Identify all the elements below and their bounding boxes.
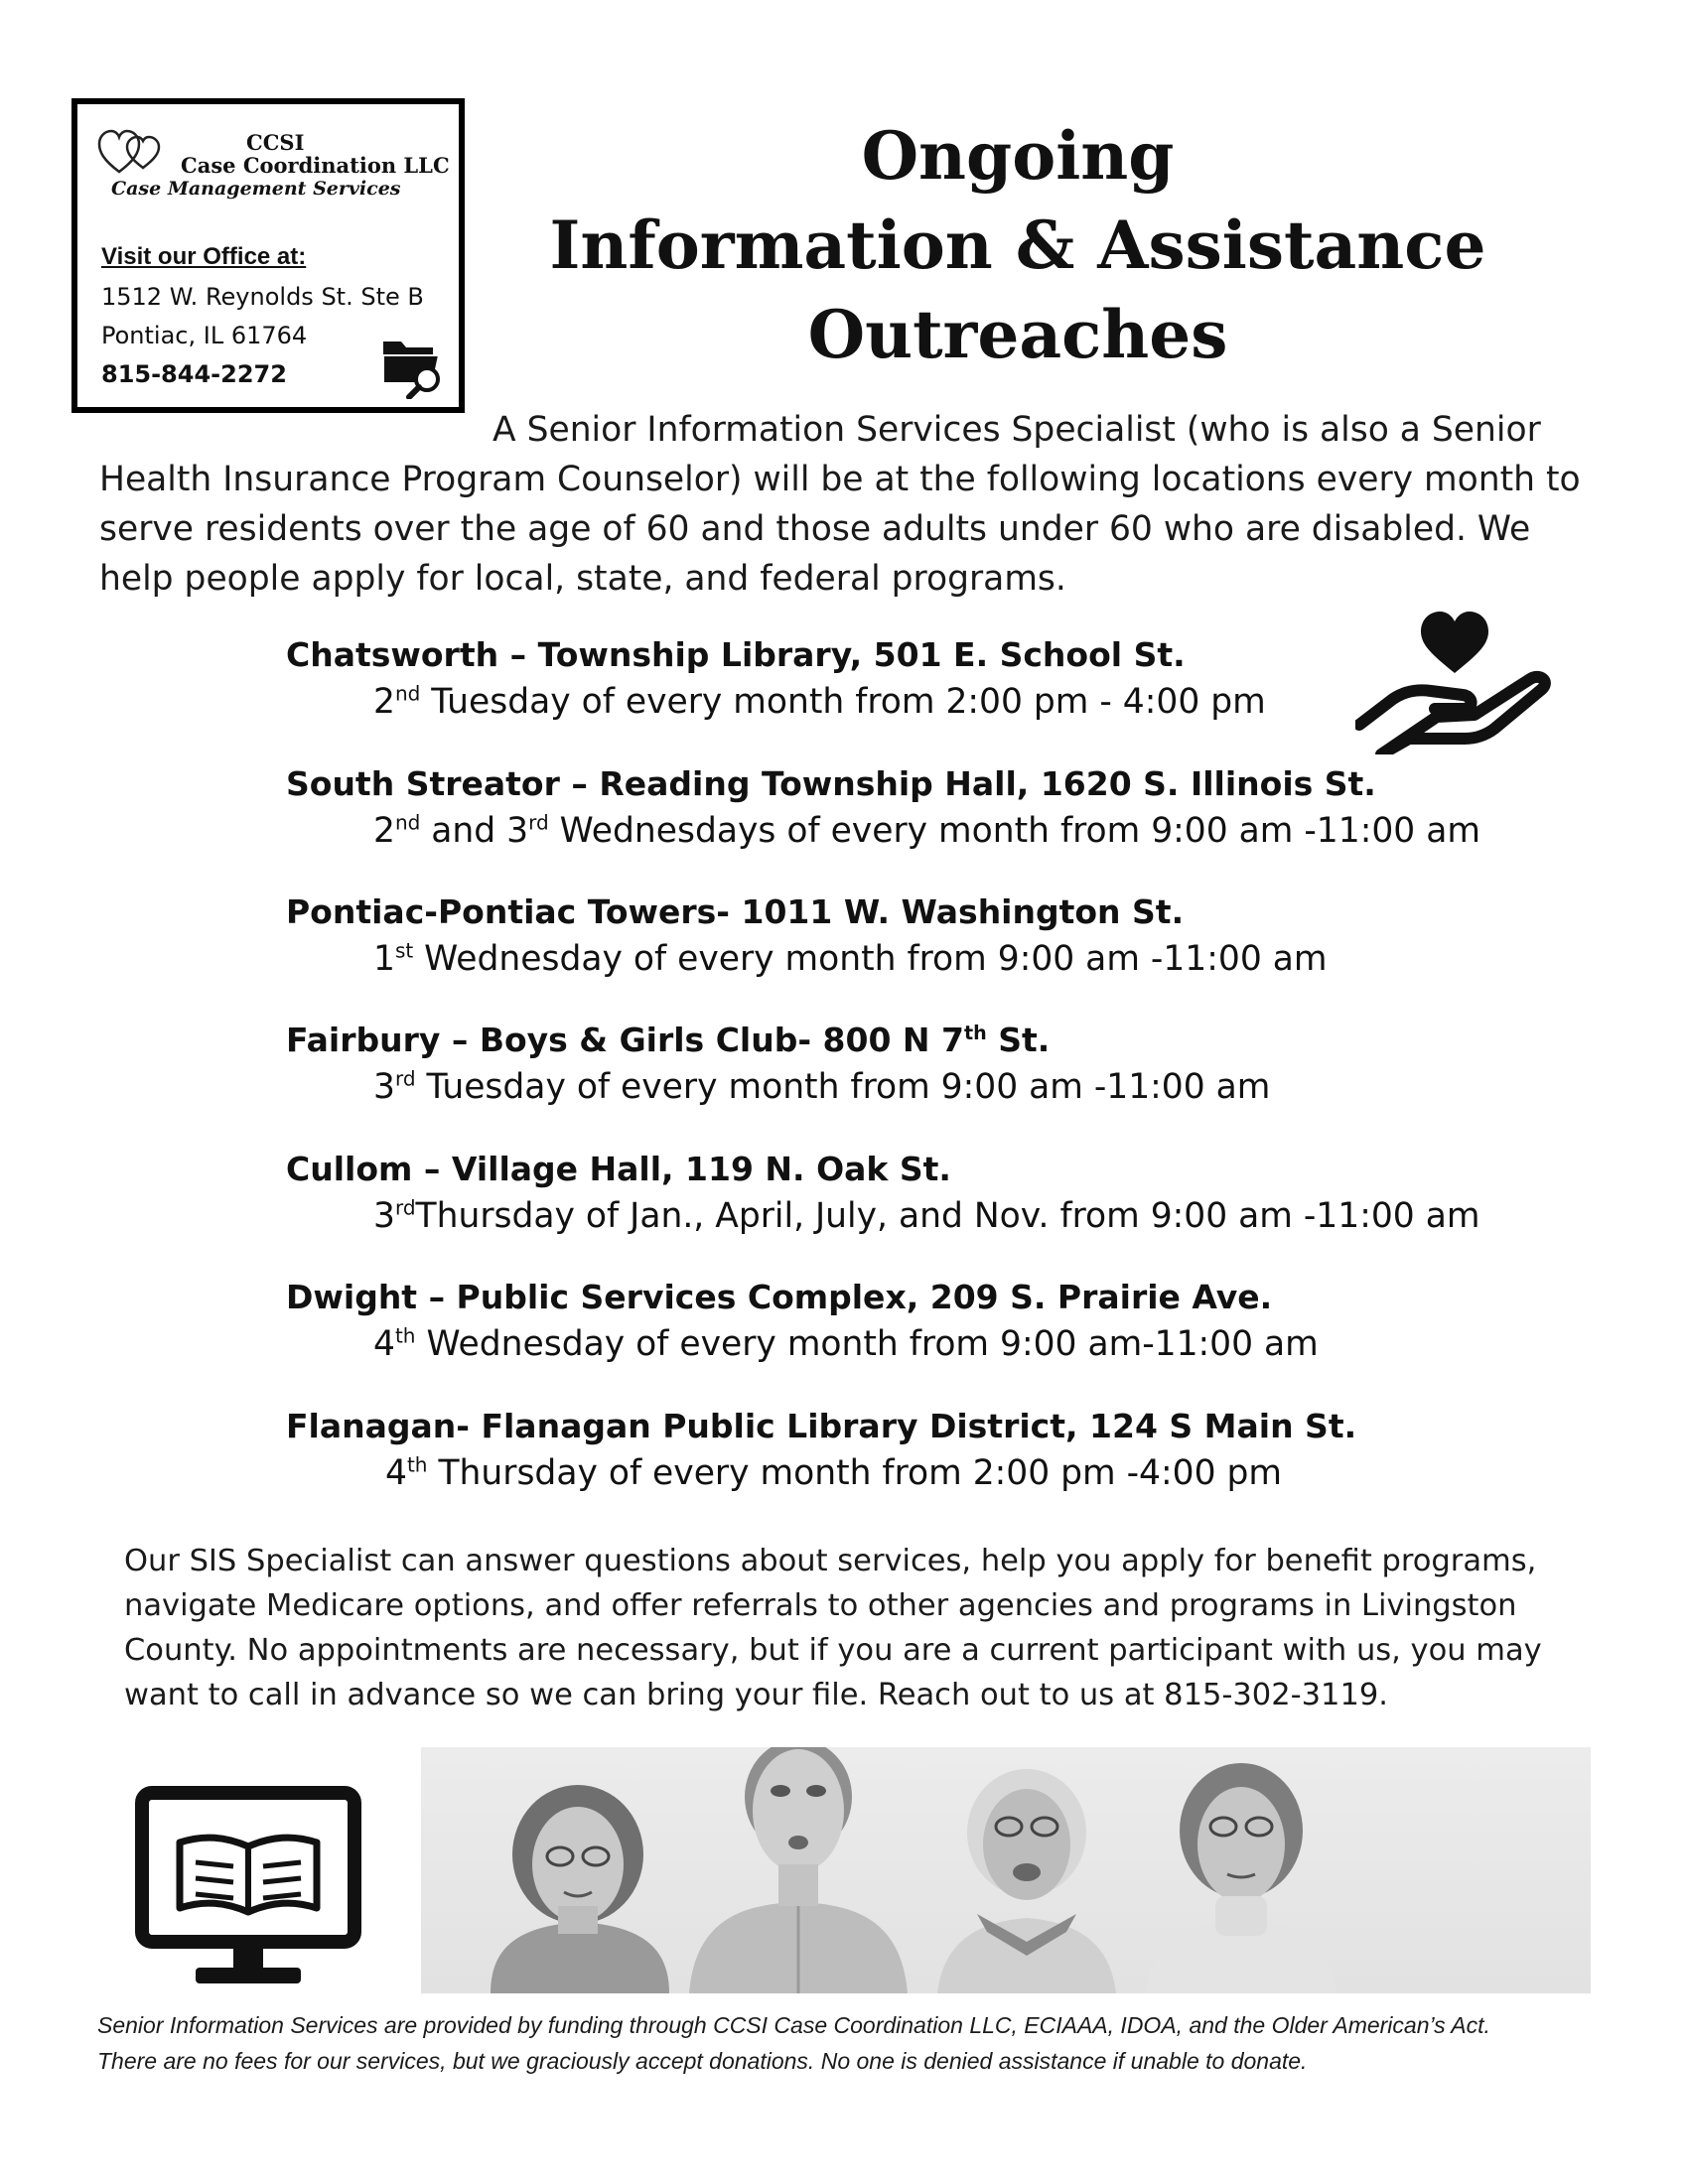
location-name: South Streator – Reading Township Hall, 1620 S. Illinois St. xyxy=(286,764,1376,803)
footer-note xyxy=(97,2007,1646,2079)
location-name: Cullom – Village Hall, 119 N. Oak St. xyxy=(286,1150,951,1188)
title-line-2: Information & Assistance xyxy=(549,206,1486,284)
senior-woman-3 xyxy=(1146,1763,1336,1993)
location-name: Fairbury – Boys & Girls Club- 800 N 7th St. xyxy=(286,1021,1051,1059)
location-schedule: 2nd and 3rd Wednesdays of every month from 9:00 am -11:00 am xyxy=(373,810,1480,851)
location-pontiac xyxy=(286,890,1537,984)
seniors-photo-strip xyxy=(421,1747,1591,1993)
location-fairbury xyxy=(286,1019,1537,1112)
senior-woman-1 xyxy=(491,1785,669,1993)
office-address-line-1: 1512 W. Reynolds St. Ste B xyxy=(101,283,424,311)
office-address-line-2: Pontiac, IL 61764 xyxy=(101,322,308,349)
monitor-book-icon xyxy=(134,1785,362,1993)
page-title xyxy=(536,111,1499,379)
senior-man xyxy=(689,1747,908,1993)
location-name: Chatsworth – Township Library, 501 E. School St. xyxy=(286,635,1186,674)
folder-search-icon xyxy=(381,336,449,399)
intro-paragraph: A Senior Information Services Specialist (who is also a Senior Health Insurance Program Counselor) will be at the following locations every month to serve residents over the age of 60 and those adults under 60 who are disabled. We help people apply for local, state, and federal programs. xyxy=(99,410,1581,599)
footer-line-2: There are no fees for our services, but we graciously accept donations. No one is denied assistance if unable to donate. xyxy=(97,2048,1308,2074)
office-phone: 815-844-2272 xyxy=(101,360,287,388)
location-south-streator xyxy=(286,762,1537,856)
hearts-logo-icon xyxy=(97,128,177,178)
location-schedule: 1st Wednesday of every month from 9:00 am -11:00 am xyxy=(373,938,1328,979)
location-dwight xyxy=(286,1276,1537,1369)
location-flanagan xyxy=(286,1405,1537,1498)
location-chatsworth xyxy=(286,633,1537,727)
title-line-3: Outreaches xyxy=(807,296,1228,373)
seniors-photo-icon xyxy=(421,1747,1591,1993)
title-line-1: Ongoing xyxy=(861,117,1175,195)
logo-line-1: CCSI xyxy=(246,130,305,155)
location-schedule: 3rdThursday of Jan., April, July, and Nov. from 9:00 am -11:00 am xyxy=(373,1195,1480,1236)
location-schedule: 4th Wednesday of every month from 9:00 am-11:00 am xyxy=(373,1323,1319,1364)
ccsi-logo xyxy=(97,128,450,200)
location-schedule: 3rd Tuesday of every month from 9:00 am -11:00 am xyxy=(373,1066,1271,1107)
location-cullom xyxy=(286,1148,1537,1241)
closing-paragraph: Our SIS Specialist can answer questions about services, help you apply for benefit programs, navigate Medicare options, and offer referrals to other agencies and programs in Livingston County. No appointments are necessary, but if you are a current participant with us, you may want to call in advance so we can bring your file. Reach out to us at 815-302-3119. xyxy=(124,1544,1542,1712)
office-info-box xyxy=(71,98,465,413)
location-name: Dwight – Public Services Complex, 209 S. Prairie Ave. xyxy=(286,1278,1273,1316)
location-schedule: 4th Thursday of every month from 2:00 pm -4:00 pm xyxy=(385,1452,1282,1493)
office-visit-label: Visit our Office at: xyxy=(101,243,307,270)
logo-line-2: Case Coordination LLC xyxy=(181,153,450,178)
senior-woman-2 xyxy=(937,1769,1116,1993)
footer-line-1: Senior Information Services are provided by funding through CCSI Case Coordination LLC, ECIAAA, IDOA, and the Older American’s Act. xyxy=(97,2012,1490,2038)
location-name: Pontiac-Pontiac Towers- 1011 W. Washington St. xyxy=(286,892,1185,931)
location-schedule: 2nd Tuesday of every month from 2:00 pm - 4:00 pm xyxy=(373,681,1266,722)
logo-line-3: Case Management Services xyxy=(111,178,401,200)
location-name: Flanagan- Flanagan Public Library District, 124 S Main St. xyxy=(286,1407,1357,1445)
